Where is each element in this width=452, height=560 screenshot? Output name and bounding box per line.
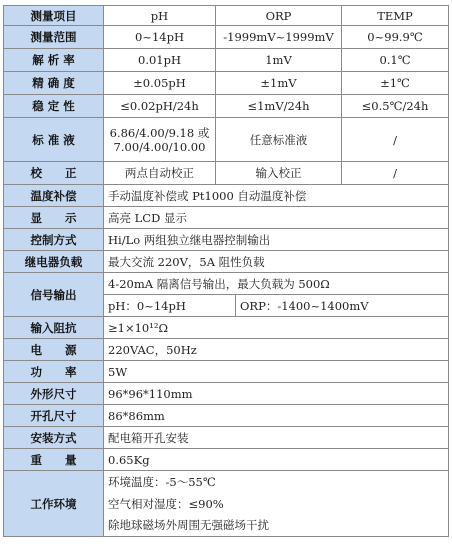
table-row	[4, 207, 449, 229]
orp-cell: ±1mV	[216, 72, 342, 95]
orp-cell: ORP	[216, 6, 342, 26]
row-label: 测量范围	[4, 26, 104, 49]
value-cell: 配电箱开孔安装	[104, 427, 449, 449]
table-row	[4, 118, 449, 162]
orp-cell: -1999mV~1999mV	[216, 26, 342, 49]
signal-ph-cell: pH：0~14pH	[104, 295, 236, 317]
orp-cell: 任意标准液	[216, 118, 342, 162]
table-row	[4, 427, 449, 449]
row-label: 输入阻抗	[4, 317, 104, 339]
table-row	[4, 273, 449, 295]
table-row	[4, 162, 449, 185]
value-cell: 4-20mA 隔离信号输出，最大负载为 500Ω	[104, 273, 449, 295]
row-label: 校 正	[4, 162, 104, 185]
orp-cell: 输入校正	[216, 162, 342, 185]
row-label: 信号输出	[4, 273, 104, 317]
value-cell: ≥1×10¹²Ω	[104, 317, 449, 339]
row-label: 安装方式	[4, 427, 104, 449]
row-label: 功 率	[4, 361, 104, 383]
temp-cell: 0.1℃	[342, 49, 449, 72]
row-label: 测量项目	[4, 6, 104, 26]
value-cell: 除地球磁场外周围无强磁场干扰	[104, 515, 449, 537]
spec-table	[3, 5, 449, 537]
table-row	[4, 317, 449, 339]
row-label: 工作环境	[4, 471, 104, 537]
row-label: 外形尺寸	[4, 383, 104, 405]
row-label: 开孔尺寸	[4, 405, 104, 427]
value-cell: 5W	[104, 361, 449, 383]
value-cell: 最大交流 220V，5A 阻性负载	[104, 251, 449, 273]
temp-cell: ±1℃	[342, 72, 449, 95]
value-cell: 环境温度：-5～55℃	[104, 471, 449, 493]
table-row	[4, 449, 449, 471]
row-label: 重 量	[4, 449, 104, 471]
table-row	[4, 229, 449, 251]
row-label: 标 准 液	[4, 118, 104, 162]
temp-cell: /	[342, 118, 449, 162]
table-row	[4, 185, 449, 207]
value-cell: 0.65Kg	[104, 449, 449, 471]
row-label: 继电器负载	[4, 251, 104, 273]
ph-cell: 0~14pH	[104, 26, 216, 49]
orp-cell: ≤1mV/24h	[216, 95, 342, 118]
ph-cell: ±0.05pH	[104, 72, 216, 95]
temp-cell: TEMP	[342, 6, 449, 26]
table-row	[4, 95, 449, 118]
temp-cell: 0~99.9℃	[342, 26, 449, 49]
temp-cell: /	[342, 162, 449, 185]
value-cell: Hi/Lo 两组独立继电器控制输出	[104, 229, 449, 251]
value-cell: 86*86mm	[104, 405, 449, 427]
table-row	[4, 49, 449, 72]
orp-cell: 1mV	[216, 49, 342, 72]
row-label: 稳 定 性	[4, 95, 104, 118]
table-row	[4, 6, 449, 26]
ph-cell	[104, 118, 216, 162]
value-cell: 手动温度补偿或 Pt1000 自动温度补偿	[104, 185, 449, 207]
value-cell: 高亮 LCD 显示	[104, 207, 449, 229]
row-label: 控制方式	[4, 229, 104, 251]
table-row	[4, 383, 449, 405]
table-row	[4, 339, 449, 361]
table-row	[4, 471, 449, 493]
row-label: 精 确 度	[4, 72, 104, 95]
ph-cell: 0.01pH	[104, 49, 216, 72]
row-label: 温度补偿	[4, 185, 104, 207]
signal-orp-cell: ORP：-1400~1400mV	[236, 295, 449, 317]
ph-cell: ≤0.02pH/24h	[104, 95, 216, 118]
row-label: 电 源	[4, 339, 104, 361]
ph-cell: 两点自动校正	[104, 162, 216, 185]
temp-cell: ≤0.5℃/24h	[342, 95, 449, 118]
row-label: 显 示	[4, 207, 104, 229]
table-row	[4, 251, 449, 273]
value-cell: 220VAC，50Hz	[104, 339, 449, 361]
row-label: 解 析 率	[4, 49, 104, 72]
table-row	[4, 405, 449, 427]
table-row	[4, 72, 449, 95]
table-row	[4, 361, 449, 383]
ph-std-line-2: 7.00/4.00/10.00	[113, 139, 206, 154]
value-cell: 96*96*110mm	[104, 383, 449, 405]
ph-std-line-1: 6.86/4.00/9.18 或	[109, 125, 210, 140]
table-row	[4, 26, 449, 49]
value-cell: 空气相对湿度：≤90%	[104, 493, 449, 515]
ph-cell: pH	[104, 6, 216, 26]
